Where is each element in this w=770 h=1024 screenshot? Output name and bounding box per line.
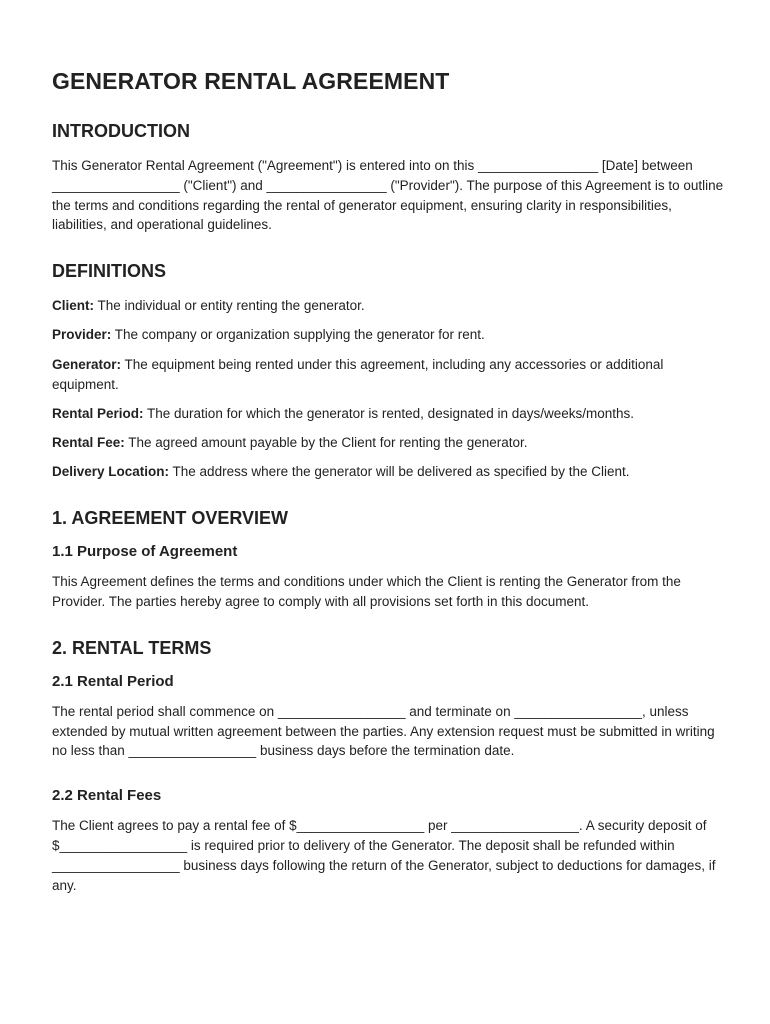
section-2-2-text: The Client agrees to pay a rental fee of $_________________ per _________________. A security deposit of $_________________ is required prior to delivery of the Generator. The deposit shall be refunded within _________________ business days following the return of the Generator, subject to deductions for damages, if any. [52, 818, 716, 893]
definition-client [52, 296, 730, 316]
section-1-1-text: This Agreement defines the terms and conditions under which the Client is renting the Generator from the Provider. The parties hereby agree to comply with all provisions set forth in this document. [52, 574, 681, 610]
definition-rental-fee [52, 433, 730, 453]
section-2-1-heading: 2.1 Rental Period [52, 672, 174, 690]
definition-term: Delivery Location: [52, 464, 170, 480]
definitions-heading: DEFINITIONS [52, 261, 167, 282]
section-2-heading: 2. RENTAL TERMS [52, 637, 212, 658]
definition-text: The address where the generator will be delivered as specified by the Client. [169, 464, 630, 480]
definition-text: The company or organization supplying the generator for rent. [111, 327, 485, 343]
definition-text: The individual or entity renting the generator. [94, 298, 365, 314]
definition-term: Provider: [52, 327, 112, 343]
definition-term: Rental Fee: [52, 435, 125, 451]
definition-term: Generator: [52, 356, 122, 372]
section-2-2-heading: 2.2 Rental Fees [52, 787, 162, 805]
definition-term: Rental Period: [52, 405, 144, 421]
introduction-heading: INTRODUCTION [52, 121, 190, 141]
document-title: GENERATOR RENTAL AGREEMENT [52, 68, 450, 94]
section-1-1-heading: 1.1 Purpose of Agreement [52, 543, 238, 561]
section-2-1-text: The rental period shall commence on _________________ and terminate on _________________, unless extended by mutual written agreement between the parties. Any extension request must be submitted in writing no less than _________________ business days before the termination date. [52, 703, 715, 759]
definition-rental-period [52, 404, 730, 424]
definition-text: The equipment being rented under this agreement, including any accessories or additional equipment. [52, 356, 664, 392]
definition-term: Client: [52, 298, 94, 314]
definition-delivery-location [52, 462, 730, 482]
introduction-text: This Generator Rental Agreement ("Agreement") is entered into on this ________________ [Date] between _________________ ("Client") and ________________ ("Provider"). The purpose of this Agreement is to outline the terms and conditions regarding the rental of generator equipment, ensuring clarity in responsibilities, liabilities, and operational guidelines. [52, 158, 724, 233]
definition-text: The agreed amount payable by the Client for renting the generator. [124, 435, 528, 451]
definition-provider [52, 325, 730, 345]
section-1-heading: 1. AGREEMENT OVERVIEW [52, 508, 289, 529]
definition-text: The duration for which the generator is rented, designated in days/weeks/months. [143, 405, 635, 421]
definition-generator [52, 355, 730, 395]
